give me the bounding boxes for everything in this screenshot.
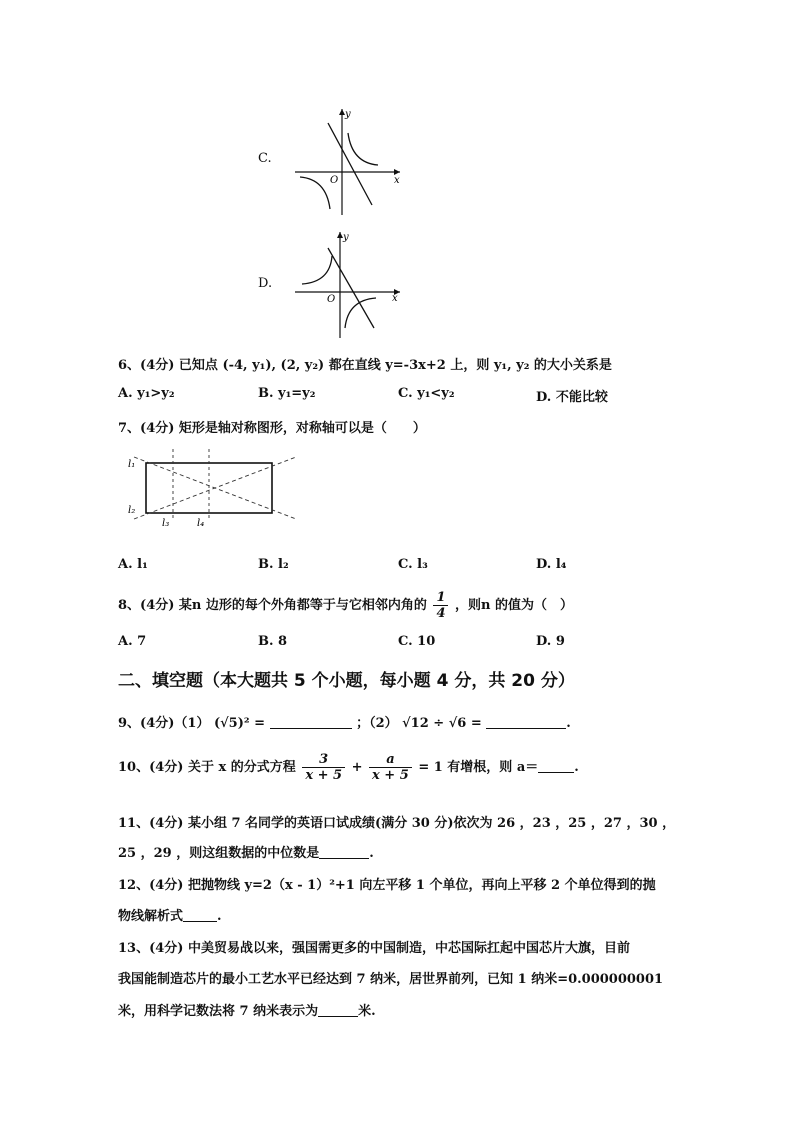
q11-line-2 (118, 842, 374, 861)
q10-f1-num: 3 (302, 752, 345, 768)
graph-option-d (290, 228, 405, 340)
q9-part1-expr: (√5)² = (213, 716, 265, 731)
y-axis-label: y (345, 109, 351, 120)
q6-option-c[interactable]: C. y₁<y₂ (398, 386, 455, 401)
q8-option-a[interactable]: A. 7 (118, 634, 147, 649)
q9-separator: ；（2） (356, 716, 398, 731)
q11-blank[interactable] (319, 844, 369, 859)
q12-line-2 (118, 905, 222, 924)
q7-rectangle-figure (124, 447, 300, 529)
q9-blank-1[interactable] (270, 714, 352, 729)
q13-line-3-text: 米，用科学记数法将 7 纳米表示为 (118, 1004, 319, 1019)
q6-stem: 6、(4分) 已知点 (-4, y₁), (2, y₂) 都在直线 y=-3x+2 上，则 y₁, y₂ 的大小关系是 (118, 358, 612, 373)
l1-label: l₁ (128, 459, 136, 470)
q6-option-a[interactable]: A. y₁>y₂ (118, 386, 175, 401)
q12-end: . (217, 909, 222, 924)
q10-f2-num: a (369, 752, 412, 768)
q13-line-1: 13、(4分) 中美贸易战以来，强国需更多的中国制造，中芯国际扛起中国芯片大旗，目前 (118, 941, 630, 956)
q8-text-before: 8、(4分) 某n 边形的每个外角都等于与它相邻内角的 (118, 598, 427, 613)
q7-option-b[interactable]: B. l₂ (258, 557, 289, 572)
q13-line-3 (118, 1000, 376, 1019)
q7-option-a[interactable]: A. l₁ (118, 557, 148, 572)
q9-prefix: 9、(4分)（1） (118, 716, 210, 731)
y-axis-label: y (343, 232, 349, 243)
q12-blank[interactable] (183, 907, 217, 922)
x-axis-label: x (394, 175, 400, 186)
q10-fraction-1 (302, 752, 345, 783)
q7-option-d[interactable]: D. l₄ (536, 557, 567, 572)
q10-end: . (574, 760, 579, 775)
l2-label: l₂ (128, 505, 136, 516)
q6-option-b[interactable]: B. y₁=y₂ (258, 386, 316, 401)
l4-label: l₄ (197, 518, 205, 529)
q10-fraction-2 (369, 752, 412, 783)
q8-stem (118, 590, 573, 621)
q13-line-2: 我国能制造芯片的最小工艺水平已经达到 7 纳米，居世界前列，已知 1 纳米=0.000000001 (118, 972, 664, 987)
l3-label: l₃ (162, 518, 170, 529)
q10-f2-den: x + 5 (372, 768, 409, 783)
q9-end: . (566, 716, 571, 731)
origin-label: O (330, 175, 339, 186)
q10-blank[interactable] (538, 758, 574, 773)
q8-frac-den: 4 (436, 606, 446, 621)
q10-stem (118, 752, 579, 783)
q8-text-after: ，则n 的值为（ ） (455, 598, 573, 613)
option-c-label: C. (258, 151, 272, 166)
q8-option-b[interactable]: B. 8 (258, 634, 288, 649)
q12-line-1: 12、(4分) 把抛物线 y=2（x - 1）²+1 向左平移 1 个单位，再向上平移 2 个单位得到的抛 (118, 878, 656, 893)
q13-end: 米. (358, 1004, 376, 1019)
q10-equation-rest: = 1 有增根，则 a＝ (418, 760, 539, 775)
q8-fraction (433, 590, 448, 621)
q8-option-c[interactable]: C. 10 (398, 634, 436, 649)
q7-option-c[interactable]: C. l₃ (398, 557, 428, 572)
graph-option-c (290, 105, 405, 217)
x-axis-label: x (392, 293, 398, 304)
q8-frac-num: 1 (433, 590, 448, 606)
origin-label: O (327, 294, 336, 305)
q10-prefix: 10、(4分) 关于 x 的分式方程 (118, 760, 296, 775)
q12-line-2-text: 物线解析式 (118, 909, 184, 924)
q9-part2-expr: √12 ÷ √6 = (402, 716, 482, 731)
section-2-title: 二、填空题（本大题共 5 个小题，每小题 4 分，共 20 分） (118, 671, 575, 691)
q11-line-1: 11、(4分) 某小组 7 名同学的英语口试成绩(满分 30 分)依次为 26 ，23 ，25 ，27 ，30 ， (118, 816, 676, 831)
q9-stem (118, 712, 571, 731)
q11-end: . (369, 846, 374, 861)
q9-blank-2[interactable] (486, 714, 566, 729)
q10-plus: + (351, 760, 363, 775)
q6-option-d[interactable]: D. 不能比较 (536, 390, 608, 405)
q10-f1-den: x + 5 (305, 768, 343, 783)
q8-option-d[interactable]: D. 9 (536, 634, 565, 649)
q7-stem: 7、(4分) 矩形是轴对称图形，对称轴可以是（ ） (118, 421, 426, 436)
q13-blank[interactable] (318, 1002, 358, 1017)
option-d-label: D. (258, 276, 273, 291)
q11-line-2-text: 25 ，29 ，则这组数据的中位数是 (118, 846, 320, 861)
